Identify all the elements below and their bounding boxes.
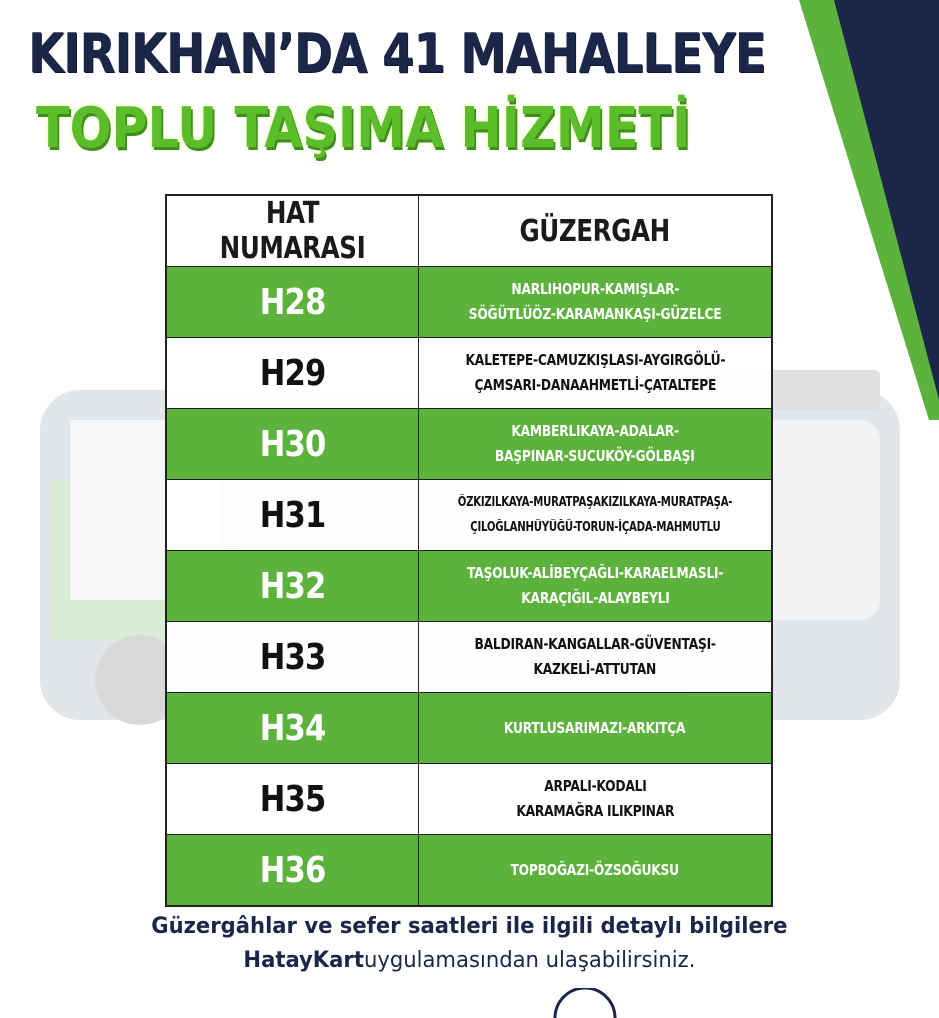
route-number: H33 (166, 622, 418, 693)
table-row (166, 622, 772, 693)
route-stops: KALETEPE-CAMUZKIŞLASI-AYGIRGÖLÜ- ÇAMSARI-DANAAHMETLİ-ÇATALTEPE (418, 338, 772, 409)
table-row (166, 551, 772, 622)
footer-line-1: Güzergâhlar ve sefer saatleri ile ilgili detaylı bilgilere (151, 914, 788, 939)
municipality-logo-icon (550, 988, 620, 1018)
hataykart-brand: HatayKart (243, 948, 365, 973)
route-stops: NARLIHOPUR-KAMIŞLAR- SÖĞÜTLÜÖZ-KARAMANKAŞI-GÜZELCE (418, 267, 772, 338)
route-stops: ÖZKIZILKAYA-MURATPAŞAKIZILKAYA-MURATPAŞA- ÇILOĞLANHÜYÜĞÜ-TORUN-İÇADA-MAHMUTLU (418, 480, 772, 551)
route-number: H29 (166, 338, 418, 409)
route-table (165, 194, 773, 907)
route-number: H30 (166, 409, 418, 480)
header-guzergah: GÜZERGAH (418, 195, 772, 267)
route-stops: KAMBERLIKAYA-ADALAR- BAŞPINAR-SUCUKÖY-GÖLBAŞI (418, 409, 772, 480)
route-stops: KURTLUSARIMAZI-ARKITÇA (418, 693, 772, 764)
table-row (166, 693, 772, 764)
route-number: H32 (166, 551, 418, 622)
title-line-1: KIRIKHAN’DA 41 MAHALLEYE (28, 22, 766, 85)
route-stops: TAŞOLUK-ALİBEYÇAĞLI-KARAELMASLI- KARAÇIĞIL-ALAYBEYLI (418, 551, 772, 622)
footer-line-2: uygulamasından ulaşabilirsiniz. (364, 948, 696, 973)
route-number: H31 (166, 480, 418, 551)
table-row (166, 835, 772, 907)
corner-stripes-decoration (779, 0, 939, 420)
route-number: H28 (166, 267, 418, 338)
route-stops: TOPBOĞAZI-ÖZSOĞUKSU (418, 835, 772, 907)
table-row (166, 409, 772, 480)
header-hat-numarasi: HAT NUMARASI (166, 195, 418, 267)
route-stops: ARPALI-KODALI KARAMAĞRA ILIKPINAR (418, 764, 772, 835)
route-stops: BALDIRAN-KANGALLAR-GÜVENTAŞI- KAZKELİ-ATTUTAN (418, 622, 772, 693)
footer-info (0, 910, 939, 978)
route-number: H35 (166, 764, 418, 835)
table-header-row (166, 195, 772, 267)
table-row (166, 480, 772, 551)
table-row (166, 267, 772, 338)
title-line-2: TOPLU TAŞIMA HİZMETİ (36, 96, 691, 161)
route-number: H34 (166, 693, 418, 764)
table-row (166, 338, 772, 409)
route-number: H36 (166, 835, 418, 907)
table-row (166, 764, 772, 835)
